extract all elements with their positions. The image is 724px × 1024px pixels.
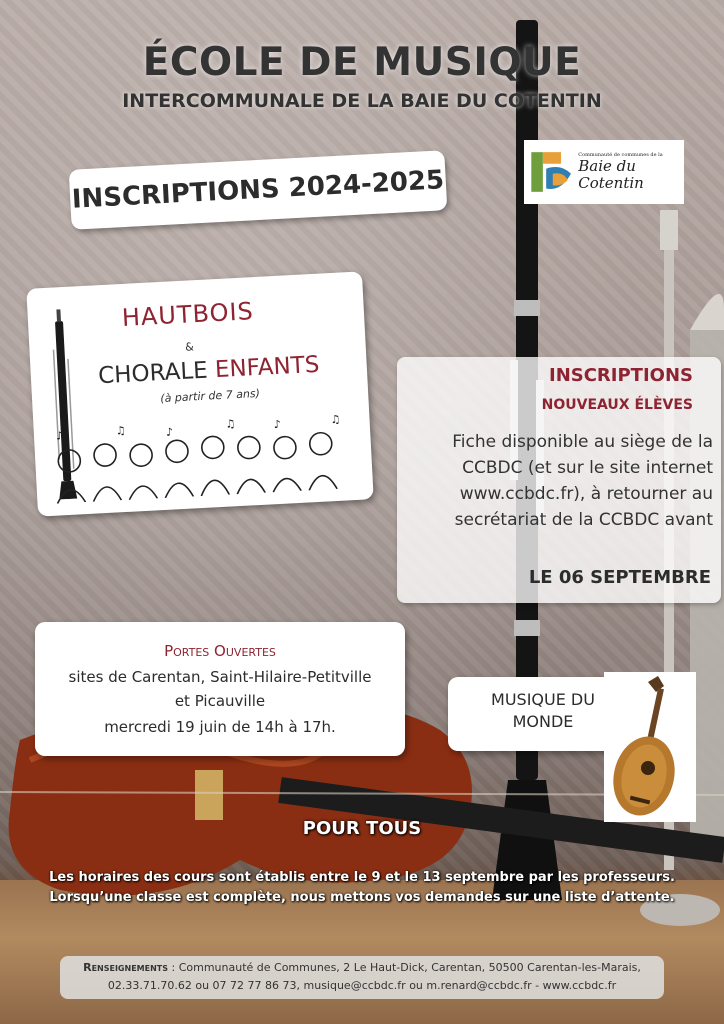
deadline-date: LE 06 SEPTEMBRE <box>528 567 711 588</box>
inscriptions-line: CCBDC (et sur le site internet <box>462 458 713 478</box>
svg-text:♫: ♫ <box>225 417 236 431</box>
enfants-word: ENFANTS <box>214 351 320 384</box>
inscriptions-heading: INSCRIPTIONS <box>549 365 693 386</box>
ampersand: & <box>184 340 195 354</box>
horaires-line: Les horaires des cours sont établis entre le 9 et le 13 septembre par les professeurs. <box>49 870 675 885</box>
svg-text:♫: ♫ <box>115 423 127 438</box>
musique-du-monde-text <box>468 689 618 733</box>
inscriptions-card <box>397 357 721 603</box>
horaires-line: Lorsqu’une classe est complète, nous mettons vos demandes sur une liste d’attente. <box>49 890 675 905</box>
svg-text:♪: ♪ <box>55 429 64 443</box>
inscriptions-line: secrétariat de la CCBDC avant <box>454 510 713 530</box>
horaires-text <box>0 868 724 908</box>
nouveaux-eleves-heading: NOUVEAUX ÉLÈVES <box>541 397 693 413</box>
inscriptions-line: Fiche disponible au siège de la <box>452 432 713 452</box>
portes-ouvertes-sites: sites de Carentan, Saint-Hilaire-Petitville <box>68 668 372 686</box>
logo-mark-icon <box>528 144 574 200</box>
svg-text:♪: ♪ <box>273 417 282 432</box>
hautbois-title: HAUTBOIS <box>121 297 255 332</box>
renseignements-address: : Communauté de Communes, 2 Le Haut-Dick, Carentan, 50500 Carentan-les-Marais, <box>168 961 641 974</box>
renseignements-line1 <box>60 959 664 977</box>
page-title: ÉCOLE DE MUSIQUE <box>142 40 582 85</box>
portes-ouvertes-title: Portes Ouvertes <box>164 642 276 660</box>
svg-text:♫: ♫ <box>330 412 341 427</box>
logo-name: Baie du Cotentin <box>578 157 644 192</box>
renseignements-box <box>60 956 664 999</box>
inscriptions-body <box>405 429 713 533</box>
oud-icon <box>604 672 696 822</box>
logo-small-text: Communauté de communes de la <box>578 151 663 158</box>
children-choir-icon <box>46 412 360 504</box>
musique-du-monde-line1: MUSIQUE DU <box>491 690 595 709</box>
renseignements-contacts[interactable]: 02.33.71.70.62 ou 07 72 77 86 73, musique@ccbdc.fr ou m.renard@ccbdc.fr - www.ccbdc.fr <box>107 979 617 992</box>
pour-tous-heading: POUR TOUS <box>302 818 422 839</box>
age-note: (à partir de 7 ans) <box>160 386 261 406</box>
svg-text:♪: ♪ <box>165 425 174 439</box>
renseignements-label: Renseignements <box>83 961 168 974</box>
registration-banner <box>69 150 448 230</box>
portes-ouvertes-sites-2: et Picauville <box>174 692 266 710</box>
registration-banner-text: INSCRIPTIONS 2024-2025 <box>71 165 445 215</box>
page-subtitle: INTERCOMMUNALE DE LA BAIE DU COTENTIN <box>122 90 602 112</box>
portes-ouvertes-date: mercredi 19 juin de 14h à 17h. <box>104 718 336 736</box>
portes-ouvertes-card <box>35 622 405 756</box>
hautbois-chorale-card <box>26 271 373 516</box>
musique-du-monde-line2: MONDE <box>512 712 574 731</box>
inscriptions-line-website[interactable]: www.ccbdc.fr), à retourner au <box>459 484 713 504</box>
chorale-word: CHORALE <box>97 357 209 390</box>
logo <box>524 140 684 204</box>
